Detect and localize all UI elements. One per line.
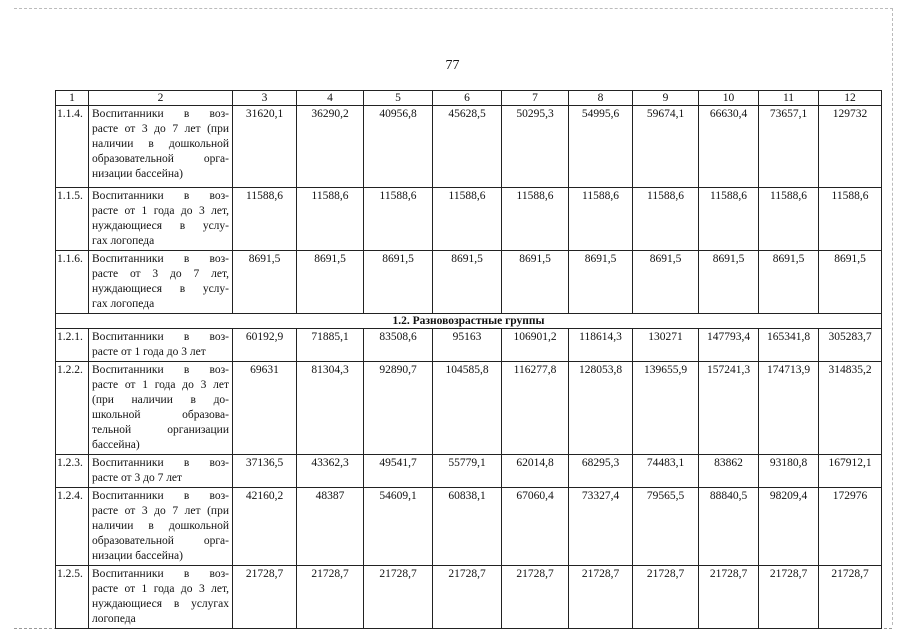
value-cell: 40956,8 <box>364 106 433 188</box>
value-cell: 11588,6 <box>699 188 759 251</box>
value-cell: 128053,8 <box>569 362 633 455</box>
header-cell: 6 <box>433 91 502 106</box>
row-description <box>89 455 233 488</box>
value-cell: 11588,6 <box>819 188 882 251</box>
description-line: Воспитанники в воз- <box>92 364 229 376</box>
value-cell: 157241,3 <box>699 362 759 455</box>
row-description <box>89 566 233 629</box>
description-line: расте от 1 года до 3 лет <box>92 346 206 358</box>
value-cell: 21728,7 <box>819 566 882 629</box>
value-cell: 314835,2 <box>819 362 882 455</box>
value-cell: 45628,5 <box>433 106 502 188</box>
value-cell: 174713,9 <box>759 362 819 455</box>
header-cell: 8 <box>569 91 633 106</box>
value-cell: 31620,1 <box>233 106 297 188</box>
value-cell: 167912,1 <box>819 455 882 488</box>
description-line: тельной организации <box>92 424 229 436</box>
value-cell: 21728,7 <box>433 566 502 629</box>
description-line: расте от 1 года до 3 лет, <box>92 205 229 217</box>
value-cell: 8691,5 <box>569 251 633 314</box>
value-cell: 66630,4 <box>699 106 759 188</box>
value-cell: 104585,8 <box>433 362 502 455</box>
description-line: расте от 3 до 7 лет <box>92 472 183 484</box>
value-cell: 8691,5 <box>819 251 882 314</box>
value-cell: 8691,5 <box>233 251 297 314</box>
tariff-table <box>55 90 882 629</box>
description-line: образовательной орга- <box>92 535 229 547</box>
description-line: расте от 3 до 7 лет, <box>92 268 229 280</box>
description-line: (при наличии в до- <box>92 394 229 406</box>
value-cell: 54995,6 <box>569 106 633 188</box>
value-cell: 11588,6 <box>233 188 297 251</box>
description-line: гах логопеда <box>92 235 155 247</box>
table-row <box>56 106 882 188</box>
row-description <box>89 488 233 566</box>
value-cell: 11588,6 <box>364 188 433 251</box>
header-cell: 4 <box>297 91 364 106</box>
description-line: нуждающиеся в услу- <box>92 283 229 295</box>
row-code: 1.2.3. <box>56 455 89 488</box>
value-cell: 11588,6 <box>633 188 699 251</box>
value-cell: 116277,8 <box>502 362 569 455</box>
description-line: расте от 1 года до 3 лет <box>92 379 229 391</box>
value-cell: 8691,5 <box>699 251 759 314</box>
description-line: гах логопеда <box>92 298 155 310</box>
value-cell: 21728,7 <box>569 566 633 629</box>
value-cell: 11588,6 <box>297 188 364 251</box>
row-code: 1.2.2. <box>56 362 89 455</box>
value-cell: 129732 <box>819 106 882 188</box>
value-cell: 36290,2 <box>297 106 364 188</box>
description-line: низации бассейна) <box>92 550 183 562</box>
value-cell: 54609,1 <box>364 488 433 566</box>
description-line: расте от 3 до 7 лет (при <box>92 505 229 517</box>
value-cell: 8691,5 <box>502 251 569 314</box>
description-line: логопеда <box>92 613 136 625</box>
value-cell: 21728,7 <box>633 566 699 629</box>
table-row <box>56 488 882 566</box>
value-cell: 73657,1 <box>759 106 819 188</box>
value-cell: 305283,7 <box>819 329 882 362</box>
row-code: 1.2.1. <box>56 329 89 362</box>
description-line: Воспитанники в воз- <box>92 457 229 469</box>
table-row <box>56 251 882 314</box>
value-cell: 71885,1 <box>297 329 364 362</box>
value-cell: 88840,5 <box>699 488 759 566</box>
header-cell: 9 <box>633 91 699 106</box>
value-cell: 93180,8 <box>759 455 819 488</box>
header-cell: 2 <box>89 91 233 106</box>
table-row <box>56 329 882 362</box>
description-line: Воспитанники в воз- <box>92 190 229 202</box>
row-code: 1.1.5. <box>56 188 89 251</box>
value-cell: 8691,5 <box>364 251 433 314</box>
value-cell: 37136,5 <box>233 455 297 488</box>
value-cell: 139655,9 <box>633 362 699 455</box>
value-cell: 62014,8 <box>502 455 569 488</box>
value-cell: 48387 <box>297 488 364 566</box>
value-cell: 8691,5 <box>297 251 364 314</box>
description-line: Воспитанники в воз- <box>92 253 229 265</box>
value-cell: 21728,7 <box>759 566 819 629</box>
description-line: школьной образова- <box>92 409 229 421</box>
value-cell: 8691,5 <box>759 251 819 314</box>
value-cell: 21728,7 <box>364 566 433 629</box>
value-cell: 43362,3 <box>297 455 364 488</box>
description-line: низации бассейна) <box>92 168 183 180</box>
value-cell: 106901,2 <box>502 329 569 362</box>
value-cell: 21728,7 <box>502 566 569 629</box>
value-cell: 81304,3 <box>297 362 364 455</box>
value-cell: 95163 <box>433 329 502 362</box>
row-description <box>89 329 233 362</box>
section-title: 1.2. Разновозрастные группы <box>56 314 882 329</box>
row-code: 1.2.4. <box>56 488 89 566</box>
description-line: расте от 3 до 7 лет (при <box>92 123 229 135</box>
page-number: 77 <box>445 58 460 73</box>
row-description <box>89 251 233 314</box>
description-line: Воспитанники в воз- <box>92 568 229 580</box>
header-cell: 3 <box>233 91 297 106</box>
value-cell: 8691,5 <box>433 251 502 314</box>
value-cell: 67060,4 <box>502 488 569 566</box>
header-cell: 5 <box>364 91 433 106</box>
table-row <box>56 455 882 488</box>
row-description <box>89 188 233 251</box>
value-cell: 59674,1 <box>633 106 699 188</box>
description-line: наличии в дошкольной <box>92 138 229 150</box>
row-code: 1.1.6. <box>56 251 89 314</box>
value-cell: 83862 <box>699 455 759 488</box>
description-line: Воспитанники в воз- <box>92 490 229 502</box>
value-cell: 92890,7 <box>364 362 433 455</box>
description-line: образовательной орга- <box>92 153 229 165</box>
section-row <box>56 314 882 329</box>
row-description <box>89 106 233 188</box>
value-cell: 21728,7 <box>233 566 297 629</box>
description-line: бассейна) <box>92 439 140 451</box>
value-cell: 11588,6 <box>569 188 633 251</box>
description-line: наличии в дошкольной <box>92 520 229 532</box>
row-description <box>89 362 233 455</box>
value-cell: 8691,5 <box>633 251 699 314</box>
header-cell: 7 <box>502 91 569 106</box>
value-cell: 69631 <box>233 362 297 455</box>
row-code: 1.2.5. <box>56 566 89 629</box>
table-body <box>56 91 882 629</box>
value-cell: 11588,6 <box>433 188 502 251</box>
value-cell: 83508,6 <box>364 329 433 362</box>
table-row <box>56 362 882 455</box>
value-cell: 74483,1 <box>633 455 699 488</box>
value-cell: 118614,3 <box>569 329 633 362</box>
value-cell: 130271 <box>633 329 699 362</box>
value-cell: 147793,4 <box>699 329 759 362</box>
table-row <box>56 566 882 629</box>
description-line: нуждающиеся в услугах <box>92 598 229 610</box>
row-code: 1.1.4. <box>56 106 89 188</box>
description-line: Воспитанники в воз- <box>92 108 229 120</box>
header-cell: 1 <box>56 91 89 106</box>
value-cell: 79565,5 <box>633 488 699 566</box>
description-line: Воспитанники в воз- <box>92 331 229 343</box>
value-cell: 49541,7 <box>364 455 433 488</box>
value-cell: 73327,4 <box>569 488 633 566</box>
header-row <box>56 91 882 106</box>
value-cell: 50295,3 <box>502 106 569 188</box>
value-cell: 11588,6 <box>759 188 819 251</box>
value-cell: 21728,7 <box>699 566 759 629</box>
value-cell: 21728,7 <box>297 566 364 629</box>
value-cell: 60838,1 <box>433 488 502 566</box>
value-cell: 68295,3 <box>569 455 633 488</box>
value-cell: 165341,8 <box>759 329 819 362</box>
value-cell: 98209,4 <box>759 488 819 566</box>
header-cell: 11 <box>759 91 819 106</box>
description-line: нуждающиеся в услу- <box>92 220 229 232</box>
value-cell: 60192,9 <box>233 329 297 362</box>
value-cell: 11588,6 <box>502 188 569 251</box>
value-cell: 42160,2 <box>233 488 297 566</box>
value-cell: 55779,1 <box>433 455 502 488</box>
header-cell: 10 <box>699 91 759 106</box>
header-cell: 12 <box>819 91 882 106</box>
table-row <box>56 188 882 251</box>
value-cell: 172976 <box>819 488 882 566</box>
description-line: расте от 1 года до 3 лет, <box>92 583 229 595</box>
